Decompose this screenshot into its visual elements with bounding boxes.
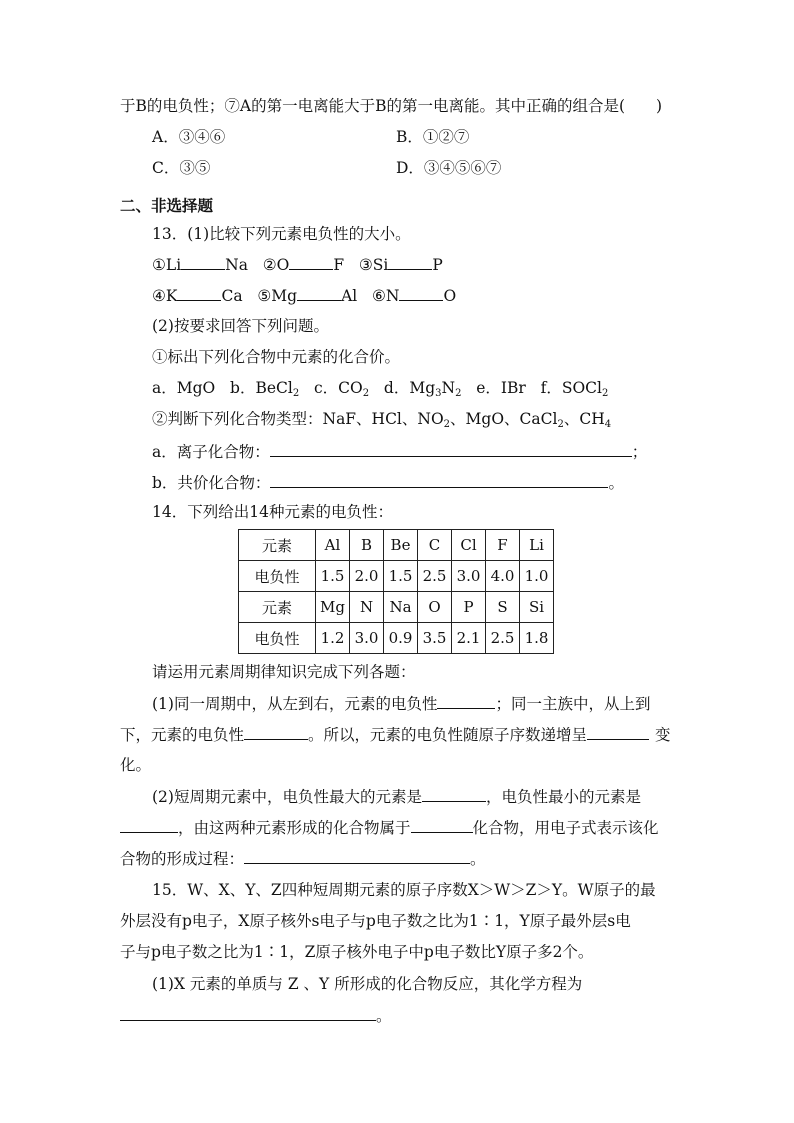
table-cell: Mg <box>316 592 350 623</box>
compare-item: ⑥N <box>372 287 400 305</box>
table-cell: Cl <box>452 530 486 561</box>
q15-line2: 外层没有p电子，X原子核外s电子与p电子数之比为1∶1，Y原子最外层s电 <box>120 912 631 930</box>
table-cell: S <box>486 592 520 623</box>
compound-d: d．$Mg_3N_2$ <box>383 379 462 399</box>
answer-blank[interactable] <box>297 285 341 301</box>
electronegativity-table <box>238 529 554 654</box>
compare-item: O <box>443 287 457 305</box>
option-d: D．③④⑤⑥⑦ <box>396 159 502 177</box>
table-cell: F <box>486 530 520 561</box>
compare-item: Al <box>341 287 358 305</box>
compound-b: b．BeCl$_2$ <box>230 379 300 399</box>
table-cell: 3.0 <box>350 623 384 654</box>
table-header-cell: 元素 <box>239 592 316 623</box>
answer-blank[interactable] <box>244 724 308 740</box>
q13-stem: 13．(1)比较下列元素电负性的大小。 <box>152 225 411 243</box>
answer-blank[interactable] <box>289 254 333 270</box>
table-header-cell: 电负性 <box>239 561 316 592</box>
answer-blank[interactable] <box>437 693 495 709</box>
compound-a: a．MgO <box>152 379 216 397</box>
q14-part2-line3: 合物的形成过程： 。 <box>120 850 486 868</box>
option-b: B．①②⑦ <box>396 128 470 146</box>
q13-part2-sub2: ②判断下列化合物类型：NaF、HCl、$NO_2$、MgO、CaCl$_2$、$CH_4$ <box>152 410 612 430</box>
table-row <box>239 592 554 623</box>
q14-part1-line1: (1)同一周期中，从左到右，元素的电负性 ；同一主族中，从上到 <box>152 695 651 713</box>
table-cell: 1.5 <box>316 561 350 592</box>
compare-item: ①Li <box>152 256 182 274</box>
table-cell: 2.5 <box>418 561 452 592</box>
table-cell: 0.9 <box>384 623 418 654</box>
compare-item: Na <box>225 256 248 274</box>
answer-blank[interactable] <box>120 1005 376 1021</box>
table-cell: 2.0 <box>350 561 384 592</box>
answer-blank[interactable] <box>244 848 470 864</box>
table-cell: B <box>350 530 384 561</box>
table-cell: 1.2 <box>316 623 350 654</box>
compare-item: ③Si <box>358 256 389 274</box>
table-cell: Al <box>316 530 350 561</box>
q14-part2-line2: ，由这两种元素形成的化合物属于 化合物，用电子式表示该化 <box>120 817 659 838</box>
answer-blank[interactable] <box>177 285 221 301</box>
table-cell: 3.0 <box>452 561 486 592</box>
q14-stem: 14．下列给出14种元素的电负性： <box>152 503 393 521</box>
answer-blank[interactable] <box>181 254 225 270</box>
table-cell: 4.0 <box>486 561 520 592</box>
table-cell: 2.5 <box>486 623 520 654</box>
compare-item: F <box>333 256 345 274</box>
q15-part1: (1)X 元素的单质与 Z 、Y 所形成的化合物反应，其化学方程为 <box>152 975 583 993</box>
table-cell: C <box>418 530 452 561</box>
q14-part1-line3: 化。 <box>120 756 152 774</box>
table-cell: 2.1 <box>452 623 486 654</box>
table-header-cell: 电负性 <box>239 623 316 654</box>
compound-c: c．$CO_2$ <box>314 379 370 399</box>
q15-part1-answer: 。 <box>120 1005 392 1026</box>
q13-compare-row-2 <box>152 285 456 306</box>
table-cell: Si <box>520 592 554 623</box>
table-row <box>239 623 554 654</box>
table-cell: Be <box>384 530 418 561</box>
compare-item: P <box>432 256 443 274</box>
table-cell: 1.8 <box>520 623 554 654</box>
q13-covalent-line: b．共价化合物： 。 <box>152 474 624 492</box>
table-cell: Na <box>384 592 418 623</box>
option-a: A．③④⑥ <box>152 128 226 146</box>
option-c: C．③⑤ <box>152 159 211 177</box>
q14-instruction: 请运用元素周期律知识完成下列各题： <box>152 663 416 681</box>
compare-item: ⑤Mg <box>257 287 298 305</box>
compare-item: ④K <box>152 287 178 305</box>
q14-part1-line2: 下，元素的电负性 。所以，元素的电负性随原子序数递增呈 变 <box>120 726 671 744</box>
answer-blank[interactable] <box>120 817 178 833</box>
section-heading: 二、非选择题 <box>120 197 214 215</box>
table-cell: 1.0 <box>520 561 554 592</box>
answer-blank[interactable] <box>270 472 608 488</box>
compare-item: ②O <box>262 256 290 274</box>
table-cell: Li <box>520 530 554 561</box>
answer-blank[interactable] <box>399 285 443 301</box>
compare-item: Ca <box>221 287 243 305</box>
q12-continuation: 于B的电负性；⑦A的第一电离能大于B的第一电离能。其中正确的组合是( ) <box>120 97 663 115</box>
table-cell: N <box>350 592 384 623</box>
q15-line1: 15．W、X、Y、Z四种短周期元素的原子序数X＞W＞Z＞Y。W原子的最 <box>152 881 656 899</box>
compound-f: f．SOCl$_2$ <box>540 379 609 399</box>
table-row <box>239 561 554 592</box>
table-row <box>239 530 554 561</box>
answer-blank[interactable] <box>587 724 649 740</box>
table-cell: O <box>418 592 452 623</box>
table-cell: 1.5 <box>384 561 418 592</box>
q13-ionic-line: a．离子化合物： ； <box>152 443 648 461</box>
answer-blank[interactable] <box>411 817 473 833</box>
compound-e: e．IBr <box>476 379 526 397</box>
table-cell: 3.5 <box>418 623 452 654</box>
table-header-cell: 元素 <box>239 530 316 561</box>
table-cell: P <box>452 592 486 623</box>
q13-part2: (2)按要求回答下列问题。 <box>152 317 329 335</box>
q14-part2-line1: (2)短周期元素中，电负性最大的元素是 ，电负性最小的元素是 <box>152 788 641 806</box>
q13-compound-list <box>152 378 608 398</box>
q13-part2-sub1: ①标出下列化合物中元素的化合价。 <box>152 348 401 366</box>
answer-blank[interactable] <box>422 786 486 802</box>
q13-compare-row-1 <box>152 254 443 275</box>
answer-blank[interactable] <box>388 254 432 270</box>
q15-line3: 子与p电子数之比为1∶1，Z原子核外电子中p电子数比Y原子多2个。 <box>120 943 594 961</box>
answer-blank[interactable] <box>270 441 632 457</box>
